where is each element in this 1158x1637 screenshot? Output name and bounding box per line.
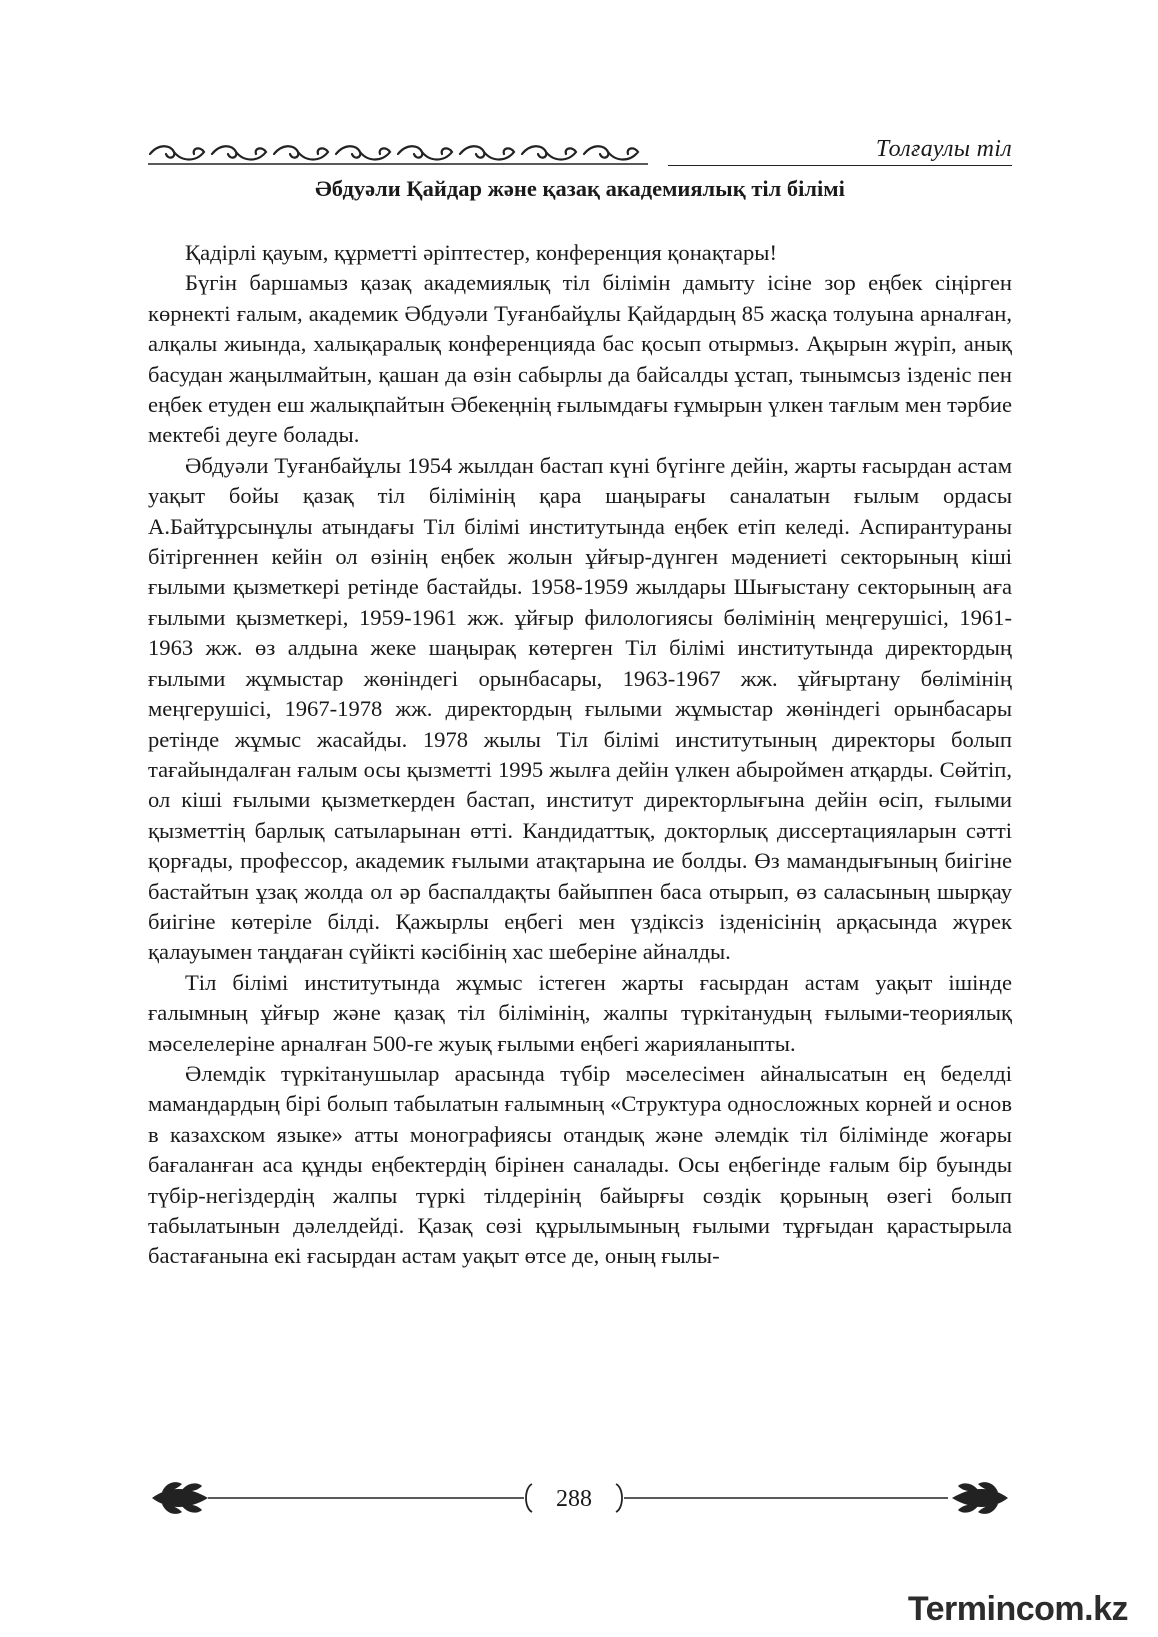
scroll-curl <box>212 146 266 159</box>
scroll-curl <box>150 146 204 159</box>
leaf-ornament-icon <box>152 1482 208 1514</box>
page-header <box>148 132 1012 172</box>
scroll-curl <box>398 146 452 159</box>
article-title: Әбдуәли Қайдар және қазақ академиялық тіл білімі <box>315 176 845 201</box>
leaf-ornament-icon <box>952 1482 1008 1514</box>
paragraph: Қадірлі қауым, құрметті әріптестер, конференция қонақтары! <box>185 240 777 265</box>
article-body <box>148 238 1012 1272</box>
page-number: 288 <box>556 1486 592 1512</box>
paragraph: Әбдуәли Туғанбайұлы 1954 жылдан бастап күні бүгінге дейін, жарты ғасырдан астам уақыт бойы қазақ тіл білімінің қара шаңырағы саналатын ғылым ордасы А.Байтұрсынұлы атындағы Тіл білімі институтында еңбек етіп келеді. Аспирантураны бітіргеннен кейін ол өзінің еңбек жолын ұйғыр-дүнген мәдениеті секторының кіші ғылыми қызметкері ретінде бастайды. 1958-1959 жылдары Шығыстану секторының аға ғылыми қызметкері, 1959-1961 жж. ұйғыр филологиясы бөлімінің меңгерушісі, 1961-1963 жж. өз алдына жеке шаңырақ көтерген Тіл білімі институтында директордың ғылыми жұмыстар жөніндегі орынбасары, 1963-1967 жж. ұйғыртану бөлімінің меңгерушісі, 1967-1978 жж. директордың ғылыми жұмыстар жөніндегі орынбасары ретінде жұмыс жасайды. 1978 жылы Тіл білімі институтының директоры болып тағайындалған ғалым осы қызметті 1995 жылға дейін үлкен абыроймен атқарды. Сөйтіп, ол кіші ғылыми қызметкерден бастап, институт директорлығына дейін өсіп, ғылыми қызметтің барлық сатыларынан өтті. Кандидаттық, докторлық диссертацияларын сәтті қорғады, профессор, академик ғылыми атақтарына ие болды. Өз мамандығының биігіне бастайтын ұзақ жолда ол әр баспалдақты байыппен баса отырып, өз саласының шырқау биігіне көтеріле білді. Қажырлы еңбегі мен үздіксіз ізденісінің арқасында жүрек қалауымен таңдаған сүйікті кәсібінің хас шеберіне айналды. <box>148 452 1012 965</box>
scroll-curl <box>522 146 576 159</box>
scroll-curl <box>336 146 390 159</box>
paragraph: Әлемдік түркітанушылар арасында түбір мәселесімен айналысатын ең беделді мамандардың бірі болып табылатын ғалымның «Структура односложных корней и основ в казахском языке» атты монографиясы отандық және әлемдік тіл білімінде жоғары бағаланған аса құнды еңбектердің бірінен саналады. Осы еңбегінде ғалым бір буынды түбір-негіздердің жалпы түркі тілдерінің байырғы сөздік қорының өзегі болып табылатынын дәлелдейді. Қазақ сөзі құрылымының ғылыми тұрғыдан қарастырыла бастағанына екі ғасырдан астам уақыт өтсе де, оның ғылы- <box>148 1060 1012 1269</box>
header-rule <box>668 165 1012 166</box>
paragraph: Тіл білімі институтында жұмыс істеген жарты ғасырдан астам уақыт ішінде ғалымның ұйғыр және қазақ тіл білімінің, жалпы түркітанудың ғылыми-теориялық мәселелеріне арналған 500-ге жуық ғылыми еңбегі жарияланыпты. <box>148 969 1012 1056</box>
watermark-logo: Termincom.kz <box>907 1590 1128 1628</box>
scroll-curl <box>584 146 638 159</box>
scroll-curl <box>460 146 514 159</box>
running-title: Толғаулы тіл <box>875 136 1012 162</box>
scroll-curl <box>274 146 328 159</box>
page-footer <box>148 1478 1012 1528</box>
paragraph: Бүгін баршамыз қазақ академиялық тіл білімін дамыту ісіне зор еңбек сіңірген көрнекті ғалым, академик Әбдуәли Туғанбайұлы Қайдардың 85 жасқа толуына арналған, алқалы жиында, халықаралық конференцияда бас қосып отырмыз. Ақырын жүріп, анық басудан жаңылмайтын, қашан да өзін сабырлы да байсалды ұстап, тынымсыз ізденіс пен еңбек етуден еш жалықпайтын Әбекеңнің ғылымдағы ғұмырын үлкен тағлым мен тәрбие мектебі деуге болады. <box>148 270 1012 448</box>
scroll-ornament-icon <box>148 140 648 166</box>
